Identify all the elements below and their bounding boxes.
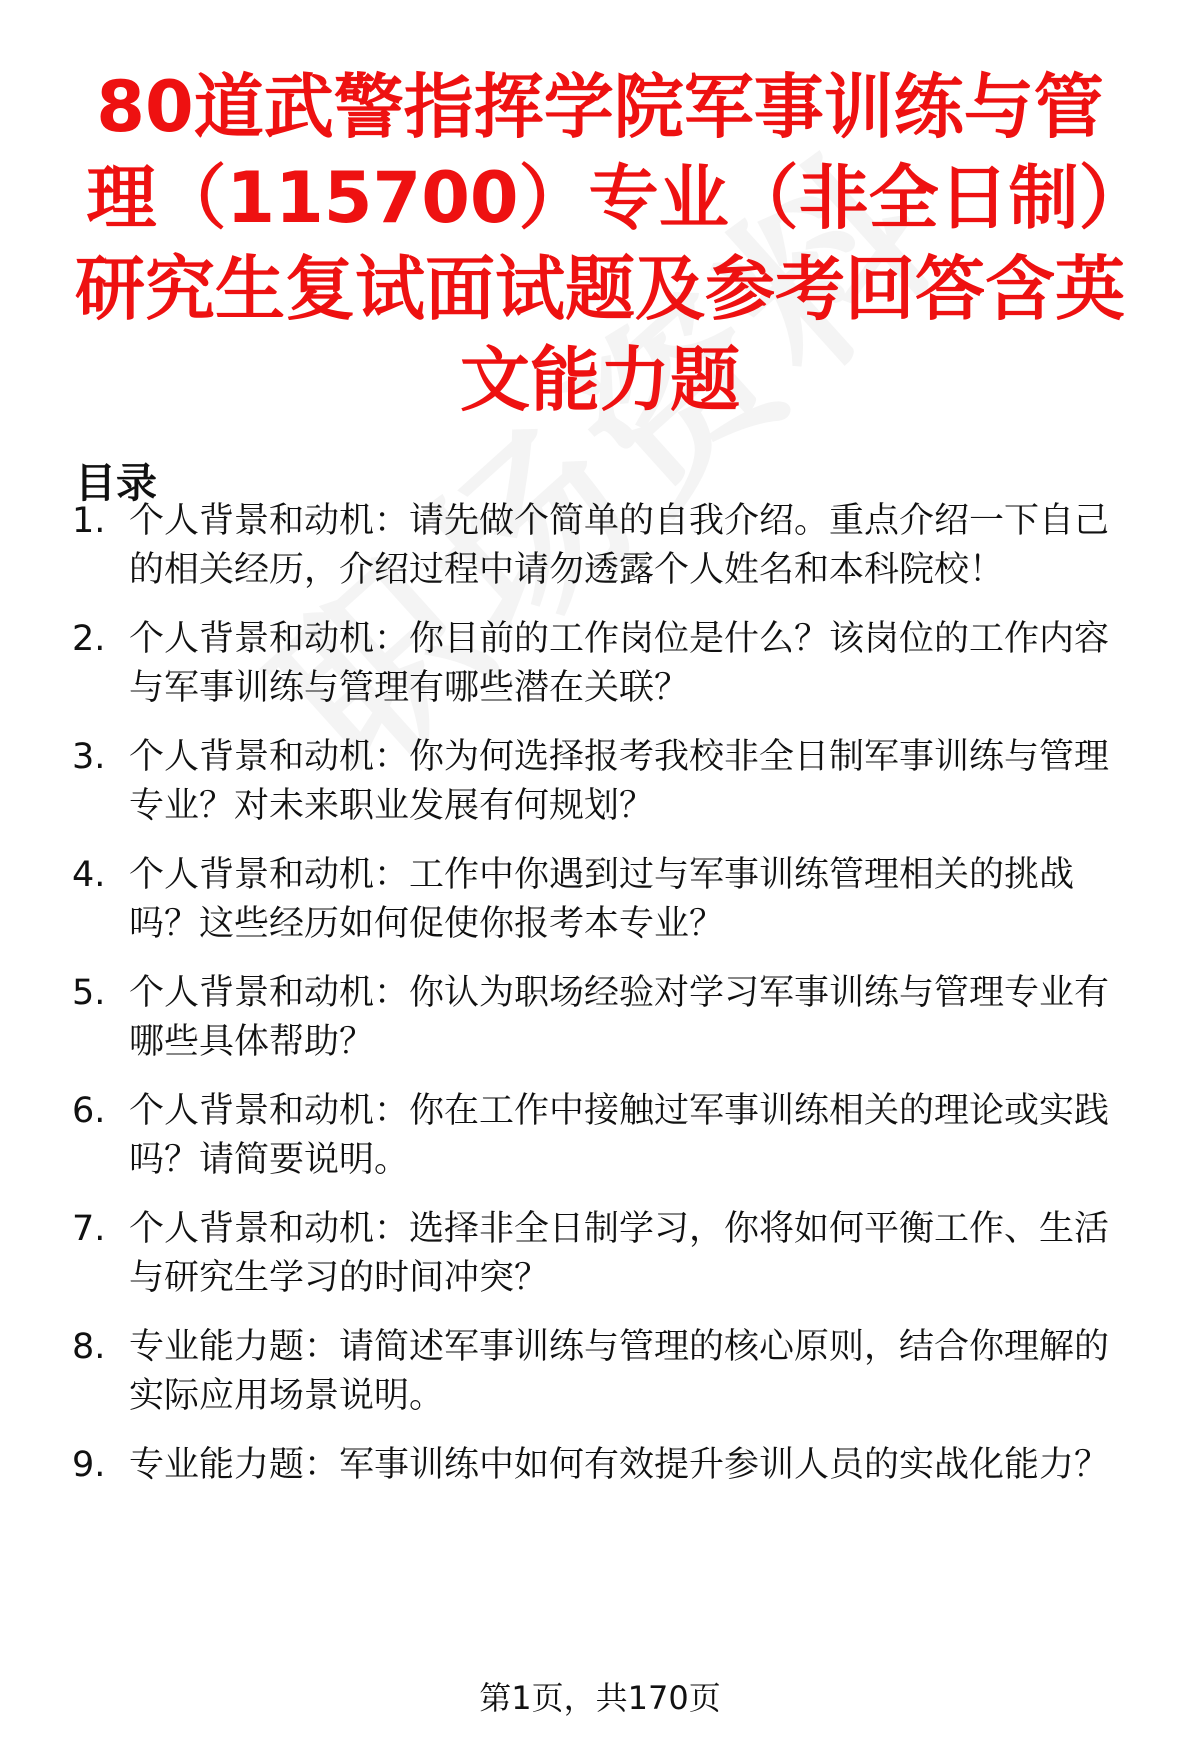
toc-item-text: 个人背景和动机：工作中你遇到过与军事训练管理相关的挑战吗？这些经历如何促使你报考本专业？ xyxy=(129,855,1075,944)
toc-item xyxy=(72,733,1142,831)
toc-heading: 目录 xyxy=(75,459,157,507)
toc-item-text: 个人背景和动机：你为何选择报考我校非全日制军事训练与管理专业？对未来职业发展有何规划？ xyxy=(129,737,1110,826)
toc-item-number: 6. xyxy=(72,1091,106,1131)
toc-item xyxy=(72,497,1142,595)
toc-item-number: 3. xyxy=(72,737,106,777)
toc-item-number: 1. xyxy=(72,501,106,541)
toc-item xyxy=(72,969,1142,1067)
toc-item-text: 个人背景和动机：你目前的工作岗位是什么？该岗位的工作内容与军事训练与管理有哪些潜在关联？ xyxy=(129,619,1110,708)
page-footer: 第1页，共170页 xyxy=(479,1679,721,1717)
toc-item-text: 专业能力题：请简述军事训练与管理的核心原则，结合你理解的实际应用场景说明。 xyxy=(129,1327,1110,1416)
toc-item-number: 2. xyxy=(72,619,106,659)
toc-item xyxy=(72,851,1142,949)
toc-item xyxy=(72,615,1142,713)
toc-item-text: 专业能力题：军事训练中如何有效提升参训人员的实战化能力？ xyxy=(129,1445,1110,1485)
toc-item-number: 7. xyxy=(72,1209,106,1249)
toc-item-text: 个人背景和动机：选择非全日制学习，你将如何平衡工作、生活与研究生学习的时间冲突？ xyxy=(129,1209,1110,1298)
toc-item xyxy=(72,1441,1142,1490)
toc-item-number: 4. xyxy=(72,855,106,895)
toc-item-number: 8. xyxy=(72,1327,106,1367)
toc-item-text: 个人背景和动机：请先做个简单的自我介绍。重点介绍一下自己的相关经历，介绍过程中请勿透露个人姓名和本科院校！ xyxy=(129,501,1110,590)
toc-item-text: 个人背景和动机：你认为职场经验对学习军事训练与管理专业有哪些具体帮助？ xyxy=(129,973,1110,1062)
toc-item xyxy=(72,1205,1142,1303)
document-title: 80道武警指挥学院军事训练与管理（115700）专业（非全日制）研究生复试面试题及参考回答含英文能力题 xyxy=(75,66,1125,421)
toc-item xyxy=(72,1323,1142,1421)
toc-item-number: 9. xyxy=(72,1445,106,1485)
toc-item-text: 个人背景和动机：你在工作中接触过军事训练相关的理论或实践吗？请简要说明。 xyxy=(129,1091,1110,1180)
toc-item-number: 5. xyxy=(72,973,106,1013)
toc-item xyxy=(72,1087,1142,1185)
